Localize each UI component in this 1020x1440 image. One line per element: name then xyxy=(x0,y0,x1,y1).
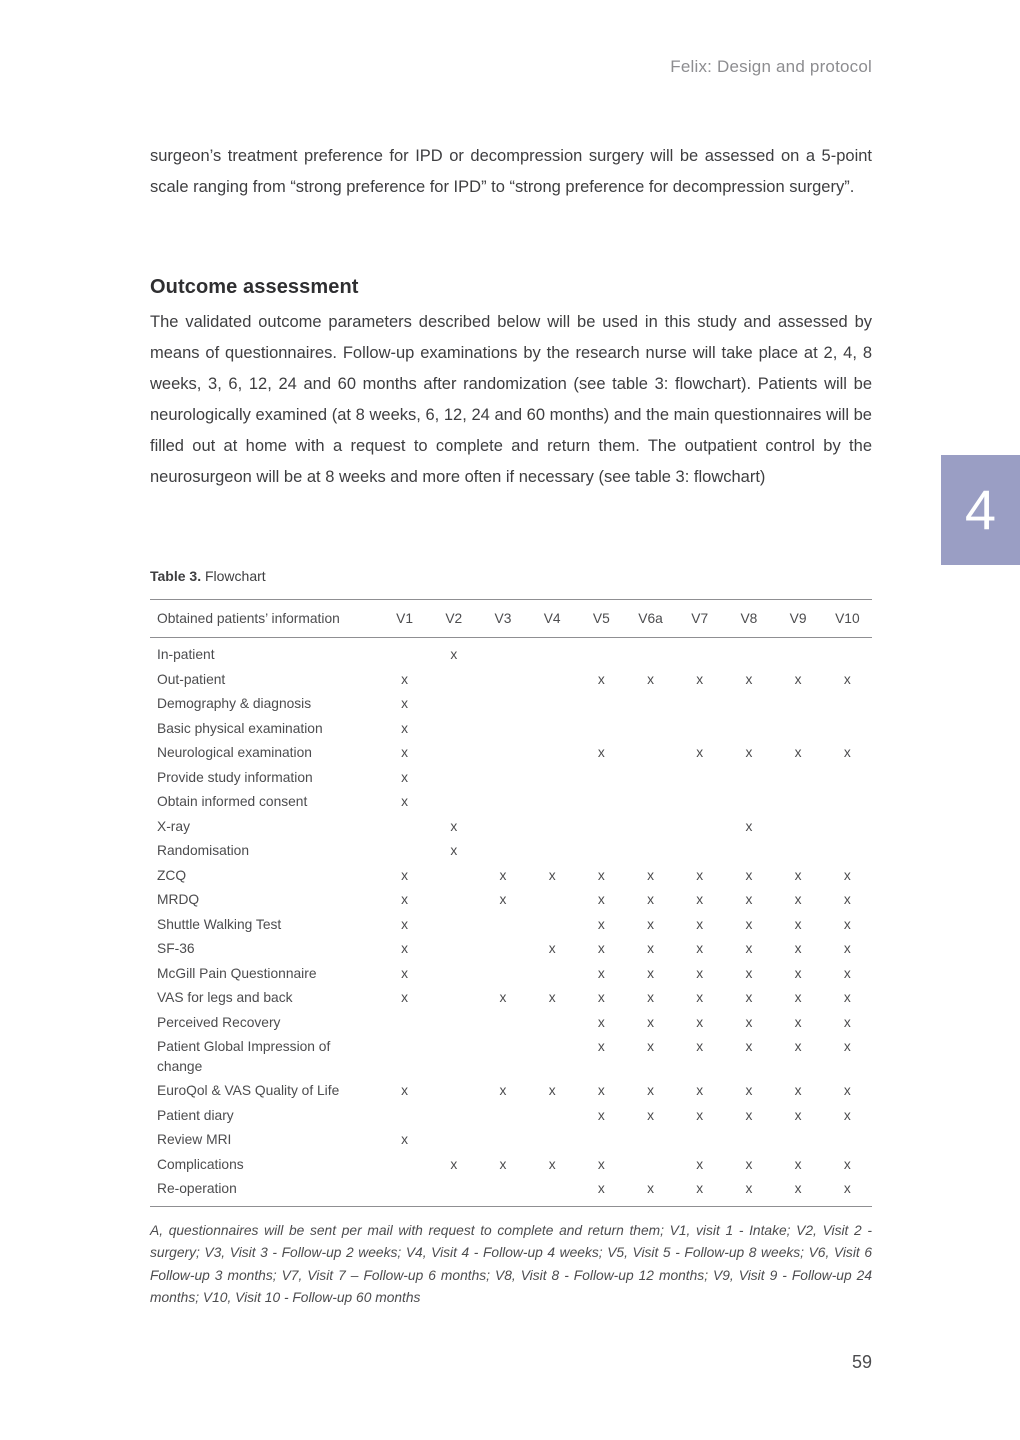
mark-cell xyxy=(528,692,577,717)
row-label: Out-patient xyxy=(157,671,226,687)
mark-cell: x xyxy=(647,916,654,932)
mark-cell: x xyxy=(794,1156,802,1172)
mark-cell xyxy=(675,638,724,668)
mark-cell: x xyxy=(597,745,605,760)
chapter-tab xyxy=(941,455,1020,565)
column-header-visit: V1 xyxy=(396,611,414,626)
mark-cell xyxy=(429,1079,478,1104)
mark-cell xyxy=(724,765,773,790)
mark-cell xyxy=(478,1035,527,1079)
mark-cell xyxy=(429,716,478,741)
row-label: SF-36 xyxy=(157,941,195,956)
section-heading: Outcome assessment xyxy=(150,276,359,298)
mark-cell xyxy=(429,790,478,815)
mark-cell: x xyxy=(401,867,409,883)
mark-cell xyxy=(528,1010,577,1035)
mark-cell xyxy=(577,638,626,668)
mark-cell xyxy=(478,814,527,839)
mark-cell xyxy=(478,667,527,692)
mark-cell xyxy=(724,1128,773,1153)
mark-cell: x xyxy=(843,867,851,883)
mark-cell xyxy=(675,765,724,790)
mark-cell: x xyxy=(843,671,851,687)
column-header-visit: V2 xyxy=(445,611,463,626)
table-row xyxy=(150,765,872,790)
mark-cell: x xyxy=(696,1156,704,1172)
row-label: In-patient xyxy=(157,647,215,662)
mark-cell xyxy=(823,716,872,741)
mark-cell xyxy=(528,790,577,815)
column-header-visit: V10 xyxy=(835,611,860,626)
mark-cell: x xyxy=(794,867,802,883)
mark-cell: x xyxy=(745,867,753,883)
mark-cell: x xyxy=(647,1014,654,1030)
mark-cell xyxy=(478,937,527,962)
mark-cell xyxy=(577,790,626,815)
row-label: Basic physical examination xyxy=(157,720,323,736)
mark-cell: x xyxy=(843,1107,851,1123)
chapter-number: 4 xyxy=(964,478,997,541)
mark-cell xyxy=(823,638,872,668)
mark-cell xyxy=(675,692,724,717)
mark-cell xyxy=(528,1103,577,1128)
table-row xyxy=(150,741,872,766)
table-row xyxy=(150,986,872,1011)
mark-cell: x xyxy=(794,1181,802,1196)
row-label: Shuttle Walking Test xyxy=(157,916,282,932)
mark-cell: x xyxy=(843,892,851,907)
mark-cell xyxy=(478,912,527,937)
mark-cell: x xyxy=(696,671,704,687)
mark-cell xyxy=(774,638,823,668)
mark-cell: x xyxy=(745,965,753,981)
mark-cell: x xyxy=(597,1039,605,1054)
column-header-visit: V4 xyxy=(543,611,561,626)
table-row xyxy=(150,667,872,692)
mark-cell: x xyxy=(745,745,753,760)
mark-cell xyxy=(528,888,577,913)
mark-cell xyxy=(823,765,872,790)
mark-cell: x xyxy=(401,990,409,1005)
mark-cell xyxy=(429,912,478,937)
row-label: Perceived Recovery xyxy=(157,1014,281,1030)
mark-cell xyxy=(823,814,872,839)
mark-cell xyxy=(429,888,478,913)
mark-cell: x xyxy=(647,990,654,1005)
column-header-visit: V9 xyxy=(789,611,807,626)
mark-cell xyxy=(429,1010,478,1035)
row-label: Obtain informed consent xyxy=(157,794,308,809)
mark-cell: x xyxy=(696,1039,704,1054)
mark-cell xyxy=(528,667,577,692)
mark-cell xyxy=(380,814,429,839)
mark-cell: x xyxy=(401,916,409,932)
mark-cell xyxy=(626,1128,675,1153)
table-row xyxy=(150,692,872,717)
row-label: Re-operation xyxy=(157,1181,237,1196)
mark-cell: x xyxy=(597,892,605,907)
table-row xyxy=(150,814,872,839)
mark-cell xyxy=(478,1103,527,1128)
mark-cell xyxy=(528,912,577,937)
mark-cell: x xyxy=(499,990,507,1005)
table-row xyxy=(150,937,872,962)
mark-cell: x xyxy=(401,1083,409,1098)
mark-cell xyxy=(380,1177,429,1207)
mark-cell xyxy=(675,716,724,741)
table-row xyxy=(150,790,872,815)
mark-cell xyxy=(528,716,577,741)
mark-cell xyxy=(774,790,823,815)
mark-cell xyxy=(528,839,577,864)
mark-cell xyxy=(478,765,527,790)
table-footnote: A, questionnaires will be sent per mail with request to complete and return them; V1, visit 1 - Intake; V2, Visit 2 - surgery; V3, Visit 3 - Follow-up 2 weeks; V4, Visit 4 - Follow-up 4 weeks; V5, Visit 5 - Follow-up 8 weeks; V6, Visit 6 Follow-up 3 months; V7, Visit 7 – Follow-up 6 months; V8, Visit 8 - Follow-up 12 months; V9, Visit 9 - Follow-up 24 months; V10, Visit 10 - Follow-up 60 months xyxy=(150,1222,872,1305)
mark-cell: x xyxy=(450,647,458,662)
mark-cell xyxy=(823,1128,872,1153)
mark-cell: x xyxy=(647,1083,654,1098)
mark-cell: x xyxy=(647,941,654,956)
mark-cell: x xyxy=(843,965,851,981)
mark-cell xyxy=(478,839,527,864)
mark-cell xyxy=(724,638,773,668)
row-label: Patient Global Impression of change xyxy=(157,1039,331,1074)
mark-cell: x xyxy=(696,892,704,907)
mark-cell: x xyxy=(647,1039,654,1054)
mark-cell: x xyxy=(401,965,409,981)
mark-cell xyxy=(626,814,675,839)
mark-cell xyxy=(675,790,724,815)
mark-cell: x xyxy=(597,1181,605,1196)
mark-cell: x xyxy=(548,1083,556,1098)
mark-cell xyxy=(724,790,773,815)
mark-cell: x xyxy=(401,671,409,687)
mark-cell: x xyxy=(548,990,556,1005)
table-row xyxy=(150,1152,872,1177)
mark-cell xyxy=(429,986,478,1011)
mark-cell xyxy=(528,1128,577,1153)
mark-cell: x xyxy=(450,1156,458,1172)
mark-cell: x xyxy=(597,916,605,932)
mark-cell: x xyxy=(843,916,851,932)
mark-cell xyxy=(577,1128,626,1153)
table-row xyxy=(150,716,872,741)
paragraph-outcome-assessment: The validated outcome parameters described below will be used in this study and assessed by means of questionnaires. Follow-up examinations by the research nurse will take place at 2, 4, 8 weeks, 3, 6, 12, 24 and 60 months after randomization (see table 3: flowchart). Patients will be neurologically examined (at 8 weeks, 6, 12, 24 and 60 months) and the main questionnaires will be filled out at home with a request to complete and return them. The outpatient control by the neurosurgeon will be at 8 weeks and more often if necessary (see table 3: flowchart) xyxy=(150,313,872,486)
mark-cell: x xyxy=(499,867,507,883)
table-row xyxy=(150,1035,872,1079)
mark-cell: x xyxy=(499,1156,507,1172)
table-header-row xyxy=(150,600,872,638)
mark-cell xyxy=(724,692,773,717)
mark-cell xyxy=(626,638,675,668)
mark-cell xyxy=(577,814,626,839)
mark-cell xyxy=(675,839,724,864)
table-row xyxy=(150,912,872,937)
row-label: Demography & diagnosis xyxy=(157,696,312,711)
mark-cell xyxy=(478,741,527,766)
mark-cell xyxy=(380,839,429,864)
table-caption xyxy=(150,568,872,584)
mark-cell: x xyxy=(696,745,704,760)
mark-cell: x xyxy=(401,745,409,760)
mark-cell xyxy=(577,692,626,717)
mark-cell: x xyxy=(745,916,753,932)
row-label: McGill Pain Questionnaire xyxy=(157,965,317,981)
mark-cell: x xyxy=(794,892,802,907)
mark-cell: x xyxy=(745,1014,753,1030)
row-label: Randomisation xyxy=(157,843,250,858)
table-row xyxy=(150,1010,872,1035)
mark-cell: x xyxy=(647,867,654,883)
mark-cell xyxy=(528,741,577,766)
mark-cell: x xyxy=(696,1181,704,1196)
mark-cell xyxy=(380,638,429,668)
mark-cell: x xyxy=(696,916,704,932)
mark-cell xyxy=(577,839,626,864)
mark-cell: x xyxy=(794,941,802,956)
mark-cell: x xyxy=(401,892,409,907)
mark-cell: x xyxy=(548,867,556,883)
mark-cell xyxy=(774,839,823,864)
mark-cell xyxy=(429,1128,478,1153)
mark-cell: x xyxy=(647,1107,654,1123)
column-header-visit: V7 xyxy=(691,611,709,626)
mark-cell xyxy=(380,1010,429,1035)
mark-cell: x xyxy=(843,1083,851,1098)
mark-cell xyxy=(774,716,823,741)
table-row xyxy=(150,888,872,913)
flowchart-table xyxy=(150,599,872,1207)
mark-cell xyxy=(774,1128,823,1153)
mark-cell: x xyxy=(843,1181,851,1196)
mark-cell: x xyxy=(843,990,851,1005)
row-label: VAS for legs and back xyxy=(157,990,293,1005)
table-row xyxy=(150,961,872,986)
mark-cell: x xyxy=(843,941,851,956)
column-header-visit: V3 xyxy=(494,611,512,626)
mark-cell xyxy=(823,692,872,717)
mark-cell: x xyxy=(597,1083,605,1098)
mark-cell: x xyxy=(401,720,409,736)
table-row xyxy=(150,1103,872,1128)
column-header-visit: V5 xyxy=(592,611,610,626)
mark-cell: x xyxy=(696,941,704,956)
mark-cell: x xyxy=(647,1181,654,1196)
mark-cell xyxy=(478,638,527,668)
mark-cell: x xyxy=(597,1014,605,1030)
mark-cell: x xyxy=(401,941,409,956)
mark-cell: x xyxy=(401,696,409,711)
mark-cell: x xyxy=(794,1083,802,1098)
mark-cell: x xyxy=(745,1181,753,1196)
mark-cell xyxy=(429,741,478,766)
mark-cell xyxy=(478,790,527,815)
page-number: 59 xyxy=(851,1352,872,1372)
mark-cell xyxy=(380,1035,429,1079)
mark-cell: x xyxy=(794,745,802,760)
mark-cell xyxy=(626,741,675,766)
mark-cell xyxy=(429,961,478,986)
mark-cell: x xyxy=(794,916,802,932)
running-head: Felix: Design and protocol xyxy=(670,57,872,76)
mark-cell: x xyxy=(597,671,605,687)
mark-cell: x xyxy=(745,671,753,687)
row-label: Review MRI xyxy=(157,1132,232,1147)
row-label: MRDQ xyxy=(157,892,200,907)
mark-cell: x xyxy=(401,1132,409,1147)
mark-cell xyxy=(429,1177,478,1207)
mark-cell: x xyxy=(597,965,605,981)
mark-cell xyxy=(724,716,773,741)
mark-cell: x xyxy=(597,867,605,883)
mark-cell xyxy=(774,814,823,839)
mark-cell xyxy=(528,814,577,839)
mark-cell xyxy=(774,765,823,790)
mark-cell xyxy=(823,839,872,864)
column-header-visit: V6a xyxy=(638,611,663,626)
mark-cell xyxy=(429,863,478,888)
mark-cell: x xyxy=(843,1039,851,1054)
mark-cell: x xyxy=(548,941,556,956)
mark-cell: x xyxy=(597,1107,605,1123)
paragraph-intro: surgeon’s treatment preference for IPD or decompression surgery will be assessed on a 5-point scale ranging from “strong preference for IPD” to “strong preference for decompression surgery”. xyxy=(150,147,872,196)
table-row xyxy=(150,839,872,864)
mark-cell: x xyxy=(794,1107,802,1123)
mark-cell: x xyxy=(499,892,507,907)
mark-cell: x xyxy=(548,1156,556,1172)
mark-cell: x xyxy=(450,843,458,858)
row-label: Complications xyxy=(157,1156,244,1172)
mark-cell xyxy=(528,1177,577,1207)
mark-cell xyxy=(429,692,478,717)
mark-cell: x xyxy=(843,1014,851,1030)
table-caption-title: Flowchart xyxy=(204,568,266,584)
mark-cell: x xyxy=(696,965,704,981)
mark-cell: x xyxy=(794,1014,802,1030)
mark-cell xyxy=(528,765,577,790)
mark-cell: x xyxy=(647,892,654,907)
table-row xyxy=(150,1177,872,1207)
table-row xyxy=(150,863,872,888)
mark-cell: x xyxy=(794,1039,802,1054)
mark-cell: x xyxy=(597,1156,605,1172)
mark-cell xyxy=(380,1152,429,1177)
row-label: ZCQ xyxy=(157,867,187,883)
mark-cell: x xyxy=(647,671,654,687)
mark-cell xyxy=(478,1128,527,1153)
mark-cell xyxy=(823,790,872,815)
table-row xyxy=(150,1128,872,1153)
mark-cell xyxy=(626,1152,675,1177)
mark-cell xyxy=(626,839,675,864)
table-caption-label: Table 3. xyxy=(150,568,202,584)
mark-cell xyxy=(577,765,626,790)
mark-cell: x xyxy=(745,1083,753,1098)
mark-cell: x xyxy=(696,1083,704,1098)
table-body xyxy=(150,638,872,1207)
mark-cell: x xyxy=(745,1156,753,1172)
mark-cell: x xyxy=(745,892,753,907)
mark-cell xyxy=(528,638,577,668)
mark-cell xyxy=(478,692,527,717)
mark-cell: x xyxy=(745,990,753,1005)
row-label: Provide study information xyxy=(157,769,313,785)
mark-cell xyxy=(626,790,675,815)
mark-cell: x xyxy=(401,769,409,785)
mark-cell xyxy=(429,1035,478,1079)
mark-cell: x xyxy=(499,1083,507,1098)
mark-cell: x xyxy=(843,1156,851,1172)
column-header-visit: V8 xyxy=(740,611,758,626)
mark-cell: x xyxy=(794,990,802,1005)
mark-cell: x xyxy=(597,941,605,956)
mark-cell: x xyxy=(696,1107,704,1123)
mark-cell xyxy=(478,1177,527,1207)
mark-cell xyxy=(478,716,527,741)
row-label: EuroQol & VAS Quality of Life xyxy=(157,1083,340,1098)
mark-cell xyxy=(528,1035,577,1079)
mark-cell xyxy=(675,814,724,839)
row-label: Neurological examination xyxy=(157,745,312,760)
mark-cell xyxy=(626,692,675,717)
mark-cell: x xyxy=(696,990,704,1005)
mark-cell: x xyxy=(794,965,802,981)
mark-cell: x xyxy=(745,1039,753,1054)
mark-cell: x xyxy=(843,745,851,760)
mark-cell xyxy=(429,765,478,790)
row-label: Patient diary xyxy=(157,1107,234,1123)
mark-cell: x xyxy=(745,1107,753,1123)
table-row xyxy=(150,638,872,668)
mark-cell xyxy=(626,765,675,790)
mark-cell xyxy=(675,1128,724,1153)
column-header-info: Obtained patients’ information xyxy=(157,611,340,626)
row-label: X-ray xyxy=(157,818,190,834)
mark-cell: x xyxy=(597,990,605,1005)
mark-cell xyxy=(774,692,823,717)
mark-cell xyxy=(380,1103,429,1128)
mark-cell: x xyxy=(450,818,458,834)
mark-cell: x xyxy=(696,867,704,883)
mark-cell xyxy=(478,961,527,986)
mark-cell xyxy=(429,1103,478,1128)
mark-cell: x xyxy=(696,1014,704,1030)
mark-cell: x xyxy=(745,818,753,834)
mark-cell xyxy=(429,937,478,962)
table-row xyxy=(150,1079,872,1104)
mark-cell xyxy=(478,1010,527,1035)
mark-cell: x xyxy=(794,671,802,687)
mark-cell xyxy=(626,716,675,741)
mark-cell: x xyxy=(401,794,409,809)
mark-cell xyxy=(429,667,478,692)
mark-cell xyxy=(577,716,626,741)
mark-cell: x xyxy=(647,965,654,981)
mark-cell xyxy=(724,839,773,864)
table-block xyxy=(150,568,872,1310)
mark-cell: x xyxy=(745,941,753,956)
mark-cell xyxy=(528,961,577,986)
